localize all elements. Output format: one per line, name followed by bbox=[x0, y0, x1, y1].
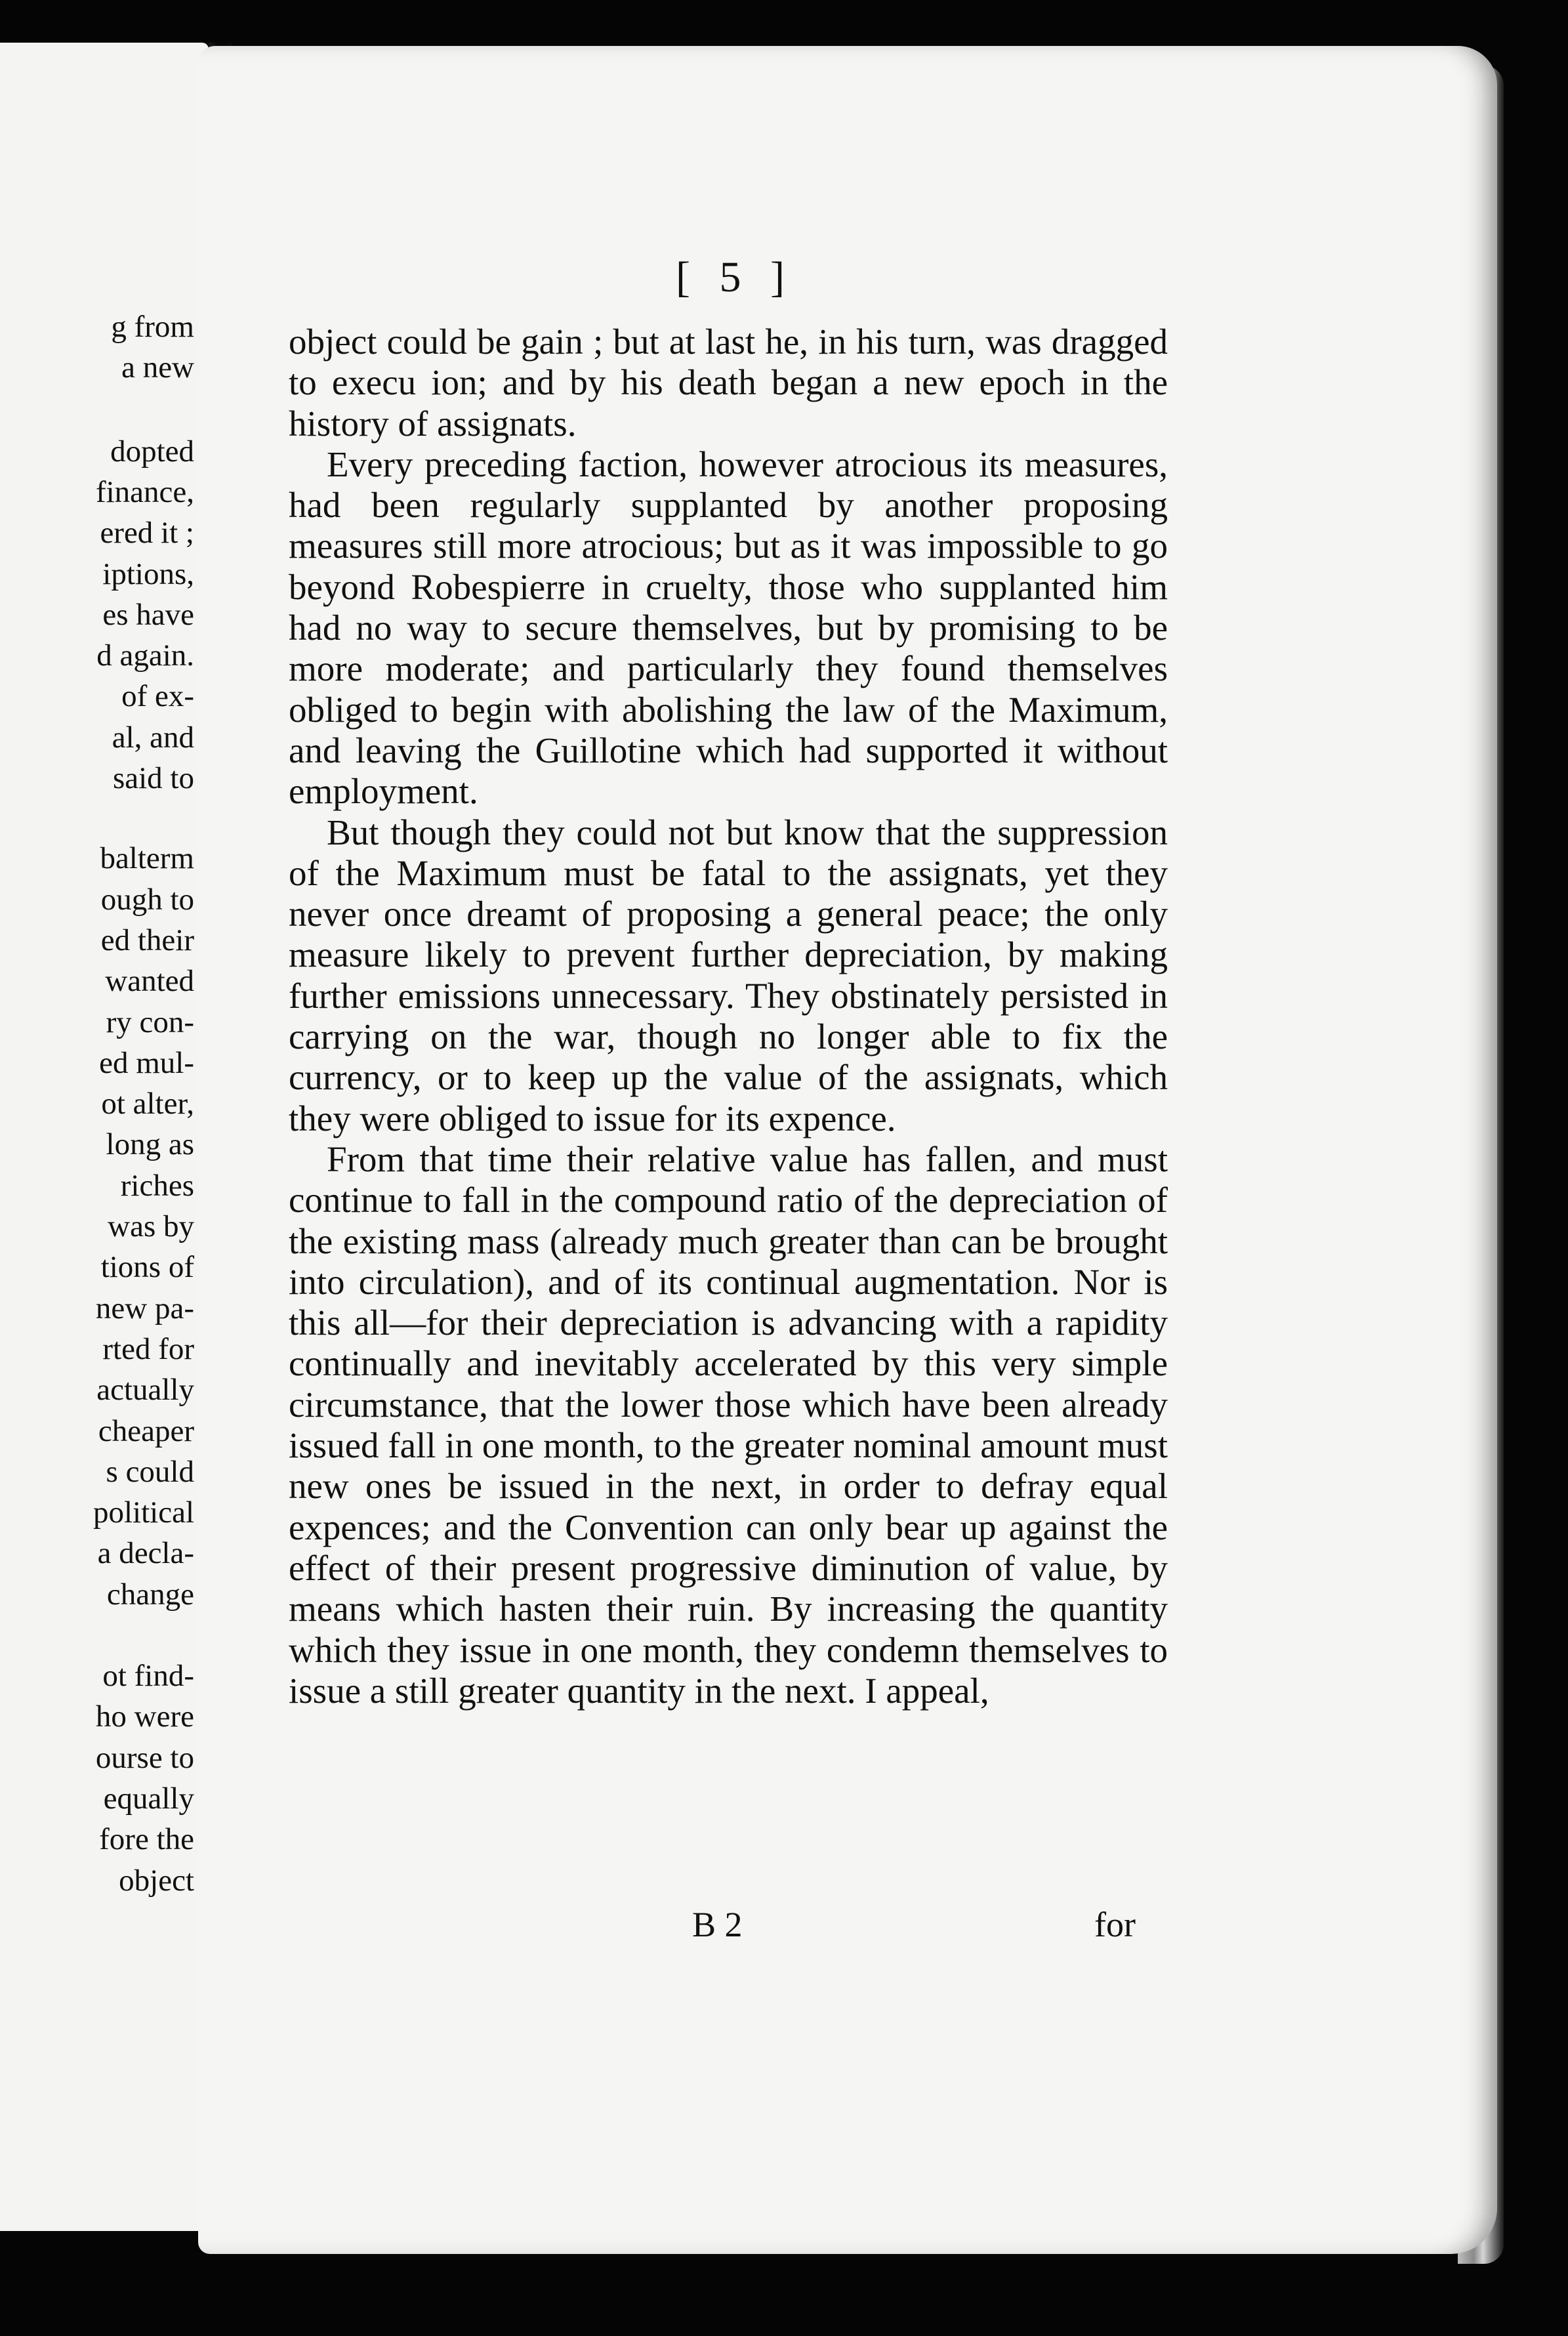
paragraph-2: Every preceding faction, however atrocious its measures, had been regularly supplanted by another proposing measures still more atrocious; but as it was impossible to go beyond Robespierre in cruelty, those who supplanted him had no way to secure themselves, but by promising to be more moderate; and particularly they found themselves obliged to begin with abolishing the law of the Maximum, and leaving the Guillotine which had supported it without employment. bbox=[289, 444, 1168, 812]
left-page-fragment: change bbox=[106, 1577, 194, 1612]
left-page-fragment: g from bbox=[111, 310, 194, 344]
left-page-fragment: a decla- bbox=[97, 1536, 194, 1571]
left-page-fragment: of ex- bbox=[121, 679, 194, 714]
left-page-fragment: rted for bbox=[102, 1331, 194, 1366]
left-page-fragment: new pa- bbox=[95, 1291, 194, 1325]
left-page-fragment: long as bbox=[106, 1127, 194, 1162]
left-page-fragment: dopted bbox=[110, 434, 194, 469]
left-page-fragment: ered it ; bbox=[100, 516, 194, 551]
paragraph-1: object could be gain ; but at last he, in his turn, was dragged to execu ion; and by his death began a new epoch in the history of assignats. bbox=[289, 322, 1168, 444]
left-page-fragment: said to bbox=[112, 761, 194, 795]
left-page-fragment: ed mul- bbox=[99, 1045, 194, 1080]
left-page-fragment: ot find- bbox=[102, 1659, 194, 1693]
left-page-fragment: equally bbox=[103, 1781, 194, 1816]
left-page-fragment: tions of bbox=[100, 1250, 194, 1285]
left-page-fragment: ough to bbox=[100, 882, 194, 917]
left-page-fragment: riches bbox=[120, 1168, 194, 1203]
left-page-fragment: a new bbox=[121, 350, 194, 385]
left-page bbox=[0, 43, 209, 2231]
left-page-fragment: balterm bbox=[100, 841, 194, 876]
signature-mark: B 2 bbox=[692, 1905, 743, 1944]
left-page-fragment: iptions, bbox=[102, 556, 194, 591]
paragraph-4: From that time their relative value has fallen, and must continue to fall in the compound ratio of the depreciation of the existing mass (already much greater than can be brought into circulation), and of its continual augmentation. Nor is this all—for their depreciation is advancing with a rapidity continually and inevitably accelerated by this very simple circumstance, that the lower those which have been already issued fall in one month, to the greater nominal amount must new ones be issued in the next, in order to defray equal expences; and the Convention can only bear up against the effect of their present progressive diminution of value, by means which hasten their ruin. By increasing the quantity which they issue in one month, they condemn themselves to issue a still greater quantity in the next. I appeal, bbox=[289, 1138, 1168, 1711]
left-page-fragment: cheaper bbox=[98, 1413, 194, 1448]
left-page-fragment: ed their bbox=[100, 923, 194, 957]
body-text bbox=[289, 322, 1168, 1711]
left-page-fragment: d again. bbox=[96, 638, 194, 673]
left-page-fragment: was by bbox=[108, 1209, 194, 1243]
left-page-fragment: ourse to bbox=[95, 1740, 194, 1775]
left-page-fragment: actually bbox=[96, 1373, 194, 1408]
left-page-fragment: object bbox=[119, 1863, 194, 1898]
left-page-fragment: fore the bbox=[99, 1822, 194, 1857]
left-page-fragment: ot alter, bbox=[101, 1087, 194, 1121]
left-page-fragment: ry con- bbox=[106, 1005, 194, 1039]
left-page-fragment: al, and bbox=[112, 720, 194, 755]
left-page-fragment: political bbox=[93, 1495, 194, 1530]
left-page-fragment: finance, bbox=[95, 474, 194, 509]
left-page-fragment: es have bbox=[102, 597, 194, 632]
left-page-fragment: ho were bbox=[95, 1700, 194, 1734]
page-number-header: [ 5 ] bbox=[676, 253, 794, 301]
catchword: for bbox=[1094, 1905, 1136, 1944]
left-page-fragment: s could bbox=[106, 1454, 194, 1489]
left-page-fragment: wanted bbox=[105, 964, 194, 999]
paragraph-3: But though they could not but know that the suppression of the Maximum must be fatal to the assignats, yet they never once dreamt of proposing a general peace; the only measure likely to prevent further depreciation, by making further emissions unnecessary. They obstinately persisted in carrying on the war, though no longer able to fix the currency, or to keep up the value of the assignats, which they were obliged to issue for its expence. bbox=[289, 812, 1168, 1138]
